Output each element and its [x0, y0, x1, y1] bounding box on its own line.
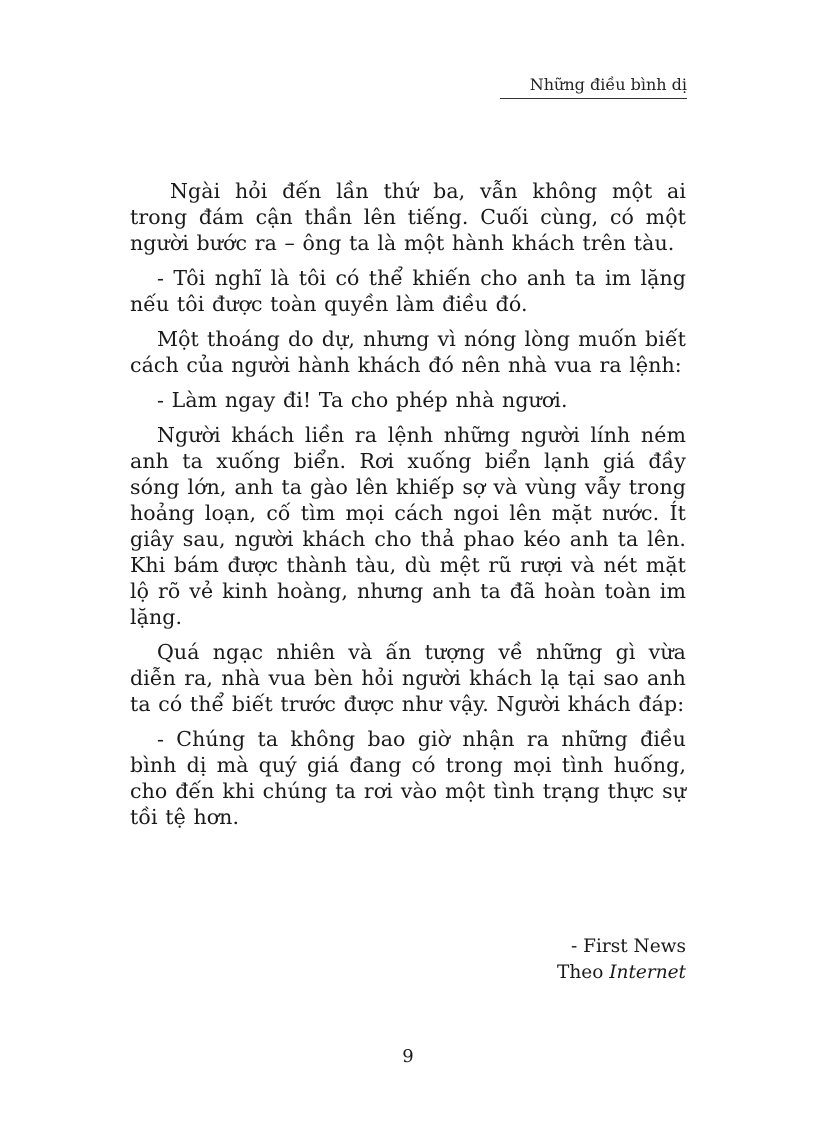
attribution-via-source: Internet: [609, 962, 686, 983]
story-paragraph: Quá ngạc nhiên và ấn tượng về những gì vừa diễn ra, nhà vua bèn hỏi người khách lạ tại sao anh ta có thể biết trước được như vậy. Người khách đáp:: [130, 640, 686, 716]
story-paragraph: Một thoáng do dự, nhưng vì nóng lòng muốn biết cách của người hành khách đó nên nhà vua ra lệnh:: [130, 327, 686, 377]
story-paragraph: - Làm ngay đi! Ta cho phép nhà ngươi.: [157, 388, 568, 412]
running-header-title: Những điều bình dị: [529, 75, 687, 94]
story-paragraph: Người khách liền ra lệnh những người lính ném anh ta xuống biển. Rơi xuống biển lạnh giá đầy sóng lớn, anh ta gào lên khiếp sợ và vùng vẫy trong hoảng loạn, cố tìm mọi cách ngoi lên mặt nước. Ít giây sau, người khách cho thả phao kéo anh ta lên. Khi bám được thành tàu, dù mệt rũ rượi và nét mặt lộ rõ vẻ kinh hoàng, nhưng anh ta đã hoàn toàn im lặng.: [130, 423, 686, 629]
story-paragraph: Ngài hỏi đến lần thứ ba, vẫn không một ai trong đám cận thần lên tiếng. Cuối cùng, có một người bước ra – ông ta là một hành khách trên tàu.: [130, 179, 686, 255]
story-body: [130, 178, 686, 839]
header-divider: [500, 98, 687, 99]
story-paragraph: - Chúng ta không bao giờ nhận ra những điều bình dị mà quý giá đang có trong mọi tình huống, cho đến khi chúng ta rơi vào một tình trạng thực sự tồi tệ hơn.: [130, 727, 686, 829]
attribution-via: [557, 960, 686, 986]
attribution-via-prefix: Theo: [557, 962, 604, 983]
attribution-source: - First News: [570, 936, 686, 957]
story-paragraph: - Tôi nghĩ là tôi có thể khiến cho anh ta im lặng nếu tôi được toàn quyền làm điều đó.: [130, 266, 686, 316]
attribution-block: [557, 934, 686, 986]
page-number: 9: [402, 1046, 414, 1067]
